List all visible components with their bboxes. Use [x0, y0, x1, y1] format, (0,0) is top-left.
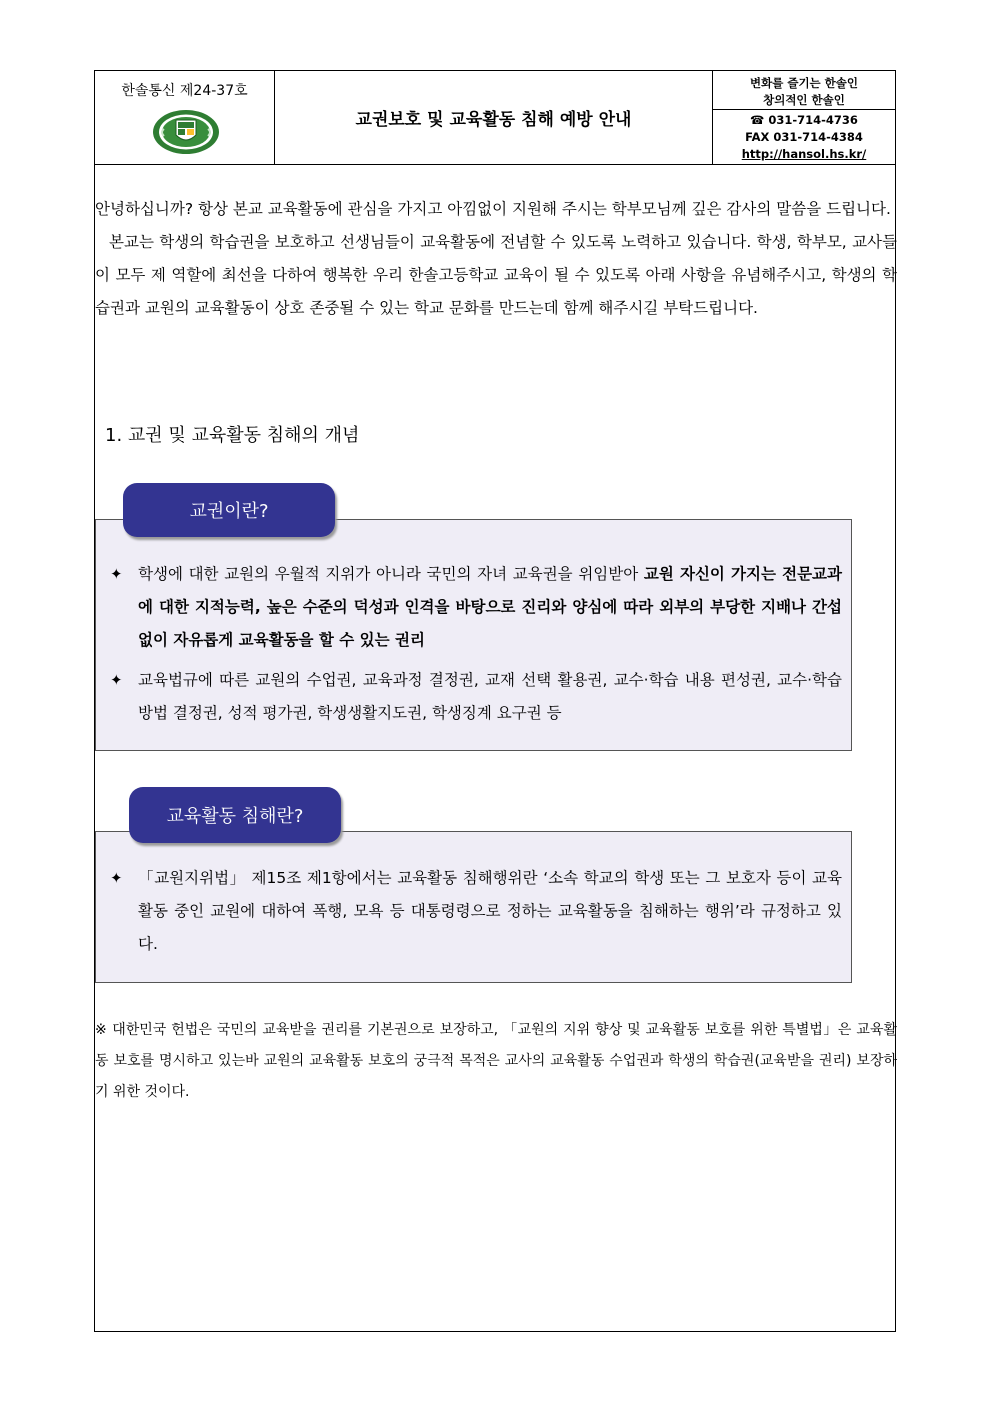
bullet-star-icon: ✦: [110, 565, 123, 583]
school-url-link[interactable]: http://hansol.hs.kr/: [741, 147, 867, 161]
page-frame: [94, 70, 896, 1332]
phone-number: ☎ 031-714-4736: [750, 113, 858, 127]
intro-paragraph-1: 안녕하십니까? 항상 본교 교육활동에 관심을 가지고 아낌없이 지원해 주시는 학부모님께 깊은 감사의 말씀을 드립니다.: [95, 200, 891, 218]
teacher-rights-box: [95, 519, 852, 751]
document-title: 교권보호 및 교육활동 침해 예방 안내: [275, 71, 713, 164]
school-logo-icon: [152, 109, 220, 155]
header-right: [713, 71, 895, 164]
issue-number: 한솔통신 제24-37호: [121, 83, 248, 99]
intro: [95, 193, 897, 325]
header: [95, 71, 895, 165]
fax-number: FAX 031-714-4384: [745, 130, 863, 144]
bullet-text-plain: 학생에 대한 교원의 우월적 지위가 아니라 국민의 자녀 교육권을 위임받아: [138, 565, 644, 583]
bullet-text-bold: 교원 자신이 가지는 전문교과에 대한 지적능력, 높은 수준의 덕성과 인격을 바탕으로 진리와 양심에 따라 외부의 부당한 지배나 간섭 없이 자유롭게 교육활동을 할 수 있는 권리: [138, 565, 842, 649]
bullet-text: [138, 558, 842, 657]
header-divider: [713, 109, 895, 110]
infringement-label: 교육활동 침해란?: [129, 787, 341, 843]
constitution-note: ※ 대한민국 헌법은 국민의 교육받을 권리를 기본권으로 보장하고, 「교원의 지위 향상 및 교육활동 보호를 위한 특별법」은 교육활동 보호를 명시하고 있는바 교원의 교육활동 보호의 궁극적 목적은 교사의 교육활동 수업권과 학생의 학습권(교육받을 권리) 보장하기 위한 것이다.: [95, 1022, 897, 1100]
slogan-2: 창의적인 한솔인: [763, 93, 845, 107]
slogan-1: 변화를 즐기는 한솔인: [750, 76, 858, 90]
bullet-text: 「교원지위법」 제15조 제1항에서는 교육활동 침해행위란 ‘소속 학교의 학생 또는 그 보호자 등이 교육활동 중인 교원에 대하여 폭행, 모욕 등 대통령령으로 정하는 교육활동을 침해하는 행위’라 규정하고 있다.: [138, 869, 842, 953]
infringement-box: [95, 831, 852, 983]
section-1-title: 1. 교권 및 교육활동 침해의 개념: [105, 425, 360, 446]
bullet-star-icon: ✦: [110, 671, 123, 689]
header-left: [95, 71, 275, 164]
bullet-text: 교육법규에 따른 교원의 수업권, 교육과정 결정권, 교재 선택 활용권, 교수·학습 내용 편성권, 교수·학습 방법 결정권, 성적 평가권, 학생생활지도권, 학생징계 요구권 등: [138, 671, 842, 722]
intro-paragraph-2: 본교는 학생의 학습권을 보호하고 선생님들이 교육활동에 전념할 수 있도록 노력하고 있습니다. 학생, 학부모, 교사들이 모두 제 역할에 최선을 다하여 행복한 우리 한솔고등학교 교육이 될 수 있도록 아래 사항을 유념해주시고, 학생의 학습권과 교원의 교육활동이 상호 존중될 수 있는 학교 문화를 만드는데 함께 해주시길 부탁드립니다.: [95, 233, 897, 317]
teacher-rights-label: 교권이란?: [123, 483, 335, 537]
bullet-star-icon: ✦: [110, 869, 123, 887]
